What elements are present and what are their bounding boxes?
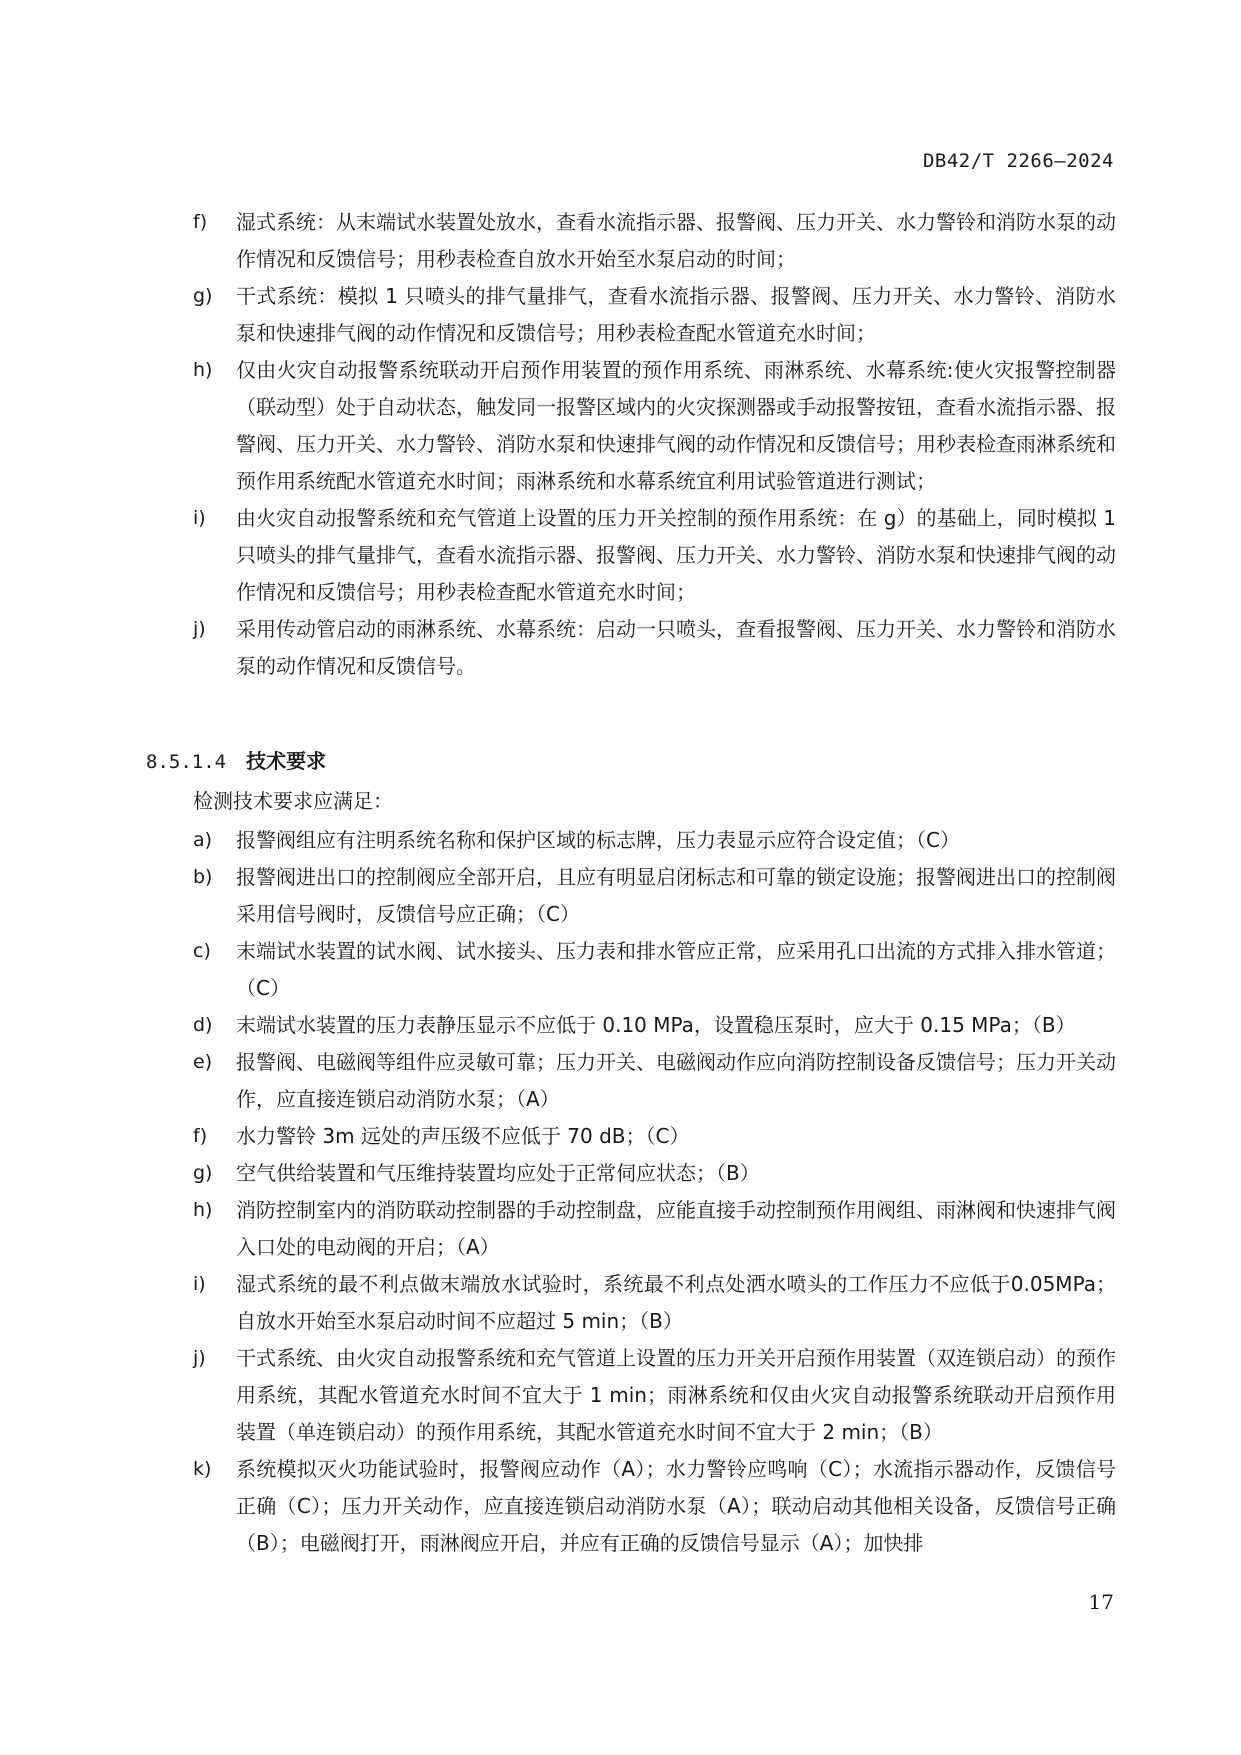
list-item [0, 204, 1241, 278]
section-number: 8.5.1.4 [146, 751, 227, 773]
list-item-text: 空气供给装置和气压维持装置均应处于正常伺应状态；（B） [236, 1161, 760, 1185]
list-item [0, 1155, 1241, 1192]
list-item-text: 湿式系统的最不利点做末端放水试验时，系统最不利点处洒水喷头的工作压力不应低于0.05MPa；自放水开始至水泵启动时间不应超过 5 min；（B） [236, 1272, 1116, 1333]
list-item-text: 报警阀、电磁阀等组件应灵敏可靠；压力开关、电磁阀动作应向消防控制设备反馈信号；压力开关动作，应直接连锁启动消防水泵；（A） [236, 1050, 1116, 1111]
list-item-text: 干式系统：模拟 1 只喷头的排气量排气，查看水流指示器、报警阀、压力开关、水力警铃、消防水泵和快速排气阀的动作情况和反馈信号；用秒表检查配水管道充水时间； [236, 284, 1116, 345]
list-item-marker: h) [193, 1199, 213, 1221]
list-item-marker: k) [193, 1458, 212, 1480]
test-procedure-list [0, 204, 1241, 685]
list-item-marker: f) [193, 211, 208, 233]
list-item-text: 报警阀组应有注明系统名称和保护区域的标志牌，压力表显示应符合设定值；（C） [236, 828, 960, 852]
list-item-text: 湿式系统：从末端试水装置处放水，查看水流指示器、报警阀、压力开关、水力警铃和消防水泵的动作情况和反馈信号；用秒表检查自放水开始至水泵启动的时间； [236, 210, 1116, 271]
list-item-text: 干式系统、由火灾自动报警系统和充气管道上设置的压力开关开启预作用装置（双连锁启动）的预作用系统，其配水管道充水时间不宜大于 1 min；雨淋系统和仅由火灾自动报警系统联动开启预作用装置（单连锁启动）的预作用系统，其配水管道充水时间不宜大于 2 min；（B） [236, 1346, 1116, 1444]
list-item-marker: b) [193, 866, 213, 888]
list-item [0, 1192, 1241, 1266]
list-item [0, 822, 1241, 859]
section-title: 技术要求 [246, 749, 327, 773]
list-item-marker: c) [193, 940, 211, 962]
list-item-marker: d) [193, 1014, 213, 1036]
list-item-marker: i) [193, 507, 206, 529]
list-item-text: 水力警铃 3m 远处的声压级不应低于 70 dB；（C） [236, 1124, 690, 1148]
list-item-marker: j) [193, 1347, 206, 1369]
list-item-marker: e) [193, 1051, 213, 1073]
page-number: 17 [1088, 1590, 1114, 1614]
list-item [0, 1340, 1241, 1451]
list-item [0, 933, 1241, 1007]
list-item-text: 由火灾自动报警系统和充气管道上设置的压力开关控制的预作用系统：在 g）的基础上，同时模拟 1 只喷头的排气量排气，查看水流指示器、报警阀、压力开关、水力警铃、消防水泵和快速排气阀的动作情况和反馈信号；用秒表检查配水管道充水时间； [236, 506, 1116, 604]
list-item [0, 1118, 1241, 1155]
list-item-text: 报警阀进出口的控制阀应全部开启，且应有明显启闭标志和可靠的锁定设施；报警阀进出口的控制阀采用信号阀时，反馈信号应正确；（C） [236, 865, 1116, 926]
technical-requirements-list [0, 822, 1241, 1562]
list-item-text: 消防控制室内的消防联动控制器的手动控制盘，应能直接手动控制预作用阀组、雨淋阀和快速排气阀入口处的电动阀的开启；（A） [236, 1198, 1116, 1259]
standard-code-header: DB42/T 2266—2024 [922, 150, 1114, 172]
list-item [0, 500, 1241, 611]
list-item-text: 采用传动管启动的雨淋系统、水幕系统：启动一只喷头，查看报警阀、压力开关、水力警铃和消防水泵的动作情况和反馈信号。 [236, 617, 1116, 678]
list-item-text: 系统模拟灭火功能试验时，报警阀应动作（A）；水力警铃应鸣响（C）；水流指示器动作，反馈信号正确（C）；压力开关动作，应直接连锁启动消防水泵（A）；联动启动其他相关设备，反馈信号正确（B）；电磁阀打开，雨淋阀应开启，并应有正确的反馈信号显示（A）；加快排 [236, 1457, 1116, 1555]
list-item [0, 352, 1241, 500]
list-item [0, 278, 1241, 352]
list-item [0, 1044, 1241, 1118]
list-item [0, 859, 1241, 933]
list-item-marker: j) [193, 618, 206, 640]
intro-text: 检测技术要求应满足： [193, 789, 393, 813]
list-item [0, 1451, 1241, 1562]
list-item [0, 611, 1241, 685]
list-item-marker: f) [193, 1125, 208, 1147]
list-item-marker: a) [193, 829, 213, 851]
list-item-marker: g) [193, 285, 213, 307]
list-item-text: 仅由火灾自动报警系统联动开启预作用装置的预作用系统、雨淋系统、水幕系统:使火灾报警控制器（联动型）处于自动状态，触发同一报警区域内的火灾探测器或手动报警按钮，查看水流指示器、报警阀、压力开关、水力警铃、消防水泵和快速排气阀的动作情况和反馈信号；用秒表检查雨淋系统和预作用系统配水管道充水时间；雨淋系统和水幕系统宜利用试验管道进行测试； [236, 358, 1116, 493]
section-heading [146, 743, 326, 781]
list-item-text: 末端试水装置的压力表静压显示不应低于 0.10 MPa，设置稳压泵时，应大于 0.15 MPa；（B） [236, 1013, 1076, 1037]
list-item-marker: i) [193, 1273, 206, 1295]
list-item-marker: g) [193, 1162, 213, 1184]
list-item-text: 末端试水装置的试水阀、试水接头、压力表和排水管应正常，应采用孔口出流的方式排入排水管道；（C） [236, 939, 1116, 1000]
list-item-marker: h) [193, 359, 213, 381]
list-item [0, 1266, 1241, 1340]
list-item [0, 1007, 1241, 1044]
